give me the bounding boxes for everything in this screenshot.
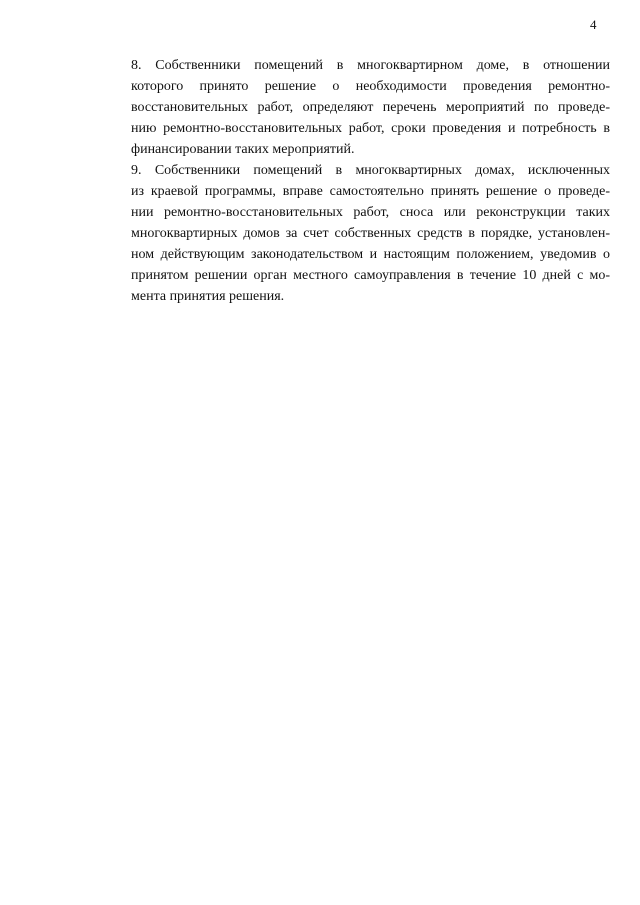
text-line: финансировании таких мероприятий. [131,142,355,157]
text-line: ном действующим законодательством и настоящим положением, уведомив о [131,247,610,262]
text-line: нии ремонтно-восстановительных работ, сноса или реконструкции таких [131,205,610,220]
paragraph-8 [90,55,610,160]
text-line: из краевой программы, вправе самостоятельно принять решение о проведе- [131,184,610,199]
text-line: которого принято решение о необходимости проведения ремонтно- [131,79,610,94]
page-number: 4 [590,17,597,32]
document-body [90,55,610,307]
text-line: мента принятия решения. [131,289,285,304]
text-line: 9. Собственники помещений в многоквартирных домах, исключенных [131,163,610,178]
text-line: нию ремонтно-восстановительных работ, сроки проведения и потребность в [131,121,610,136]
text-line: восстановительных работ, определяют перечень мероприятий по проведе- [131,100,610,115]
text-line: принятом решении орган местного самоуправления в течение 10 дней с мо- [131,268,610,283]
text-line: многоквартирных домов за счет собственных средств в порядке, установлен- [131,226,610,241]
paragraph-9 [90,160,610,307]
text-line: 8. Собственники помещений в многоквартирном доме, в отношении [131,58,610,73]
